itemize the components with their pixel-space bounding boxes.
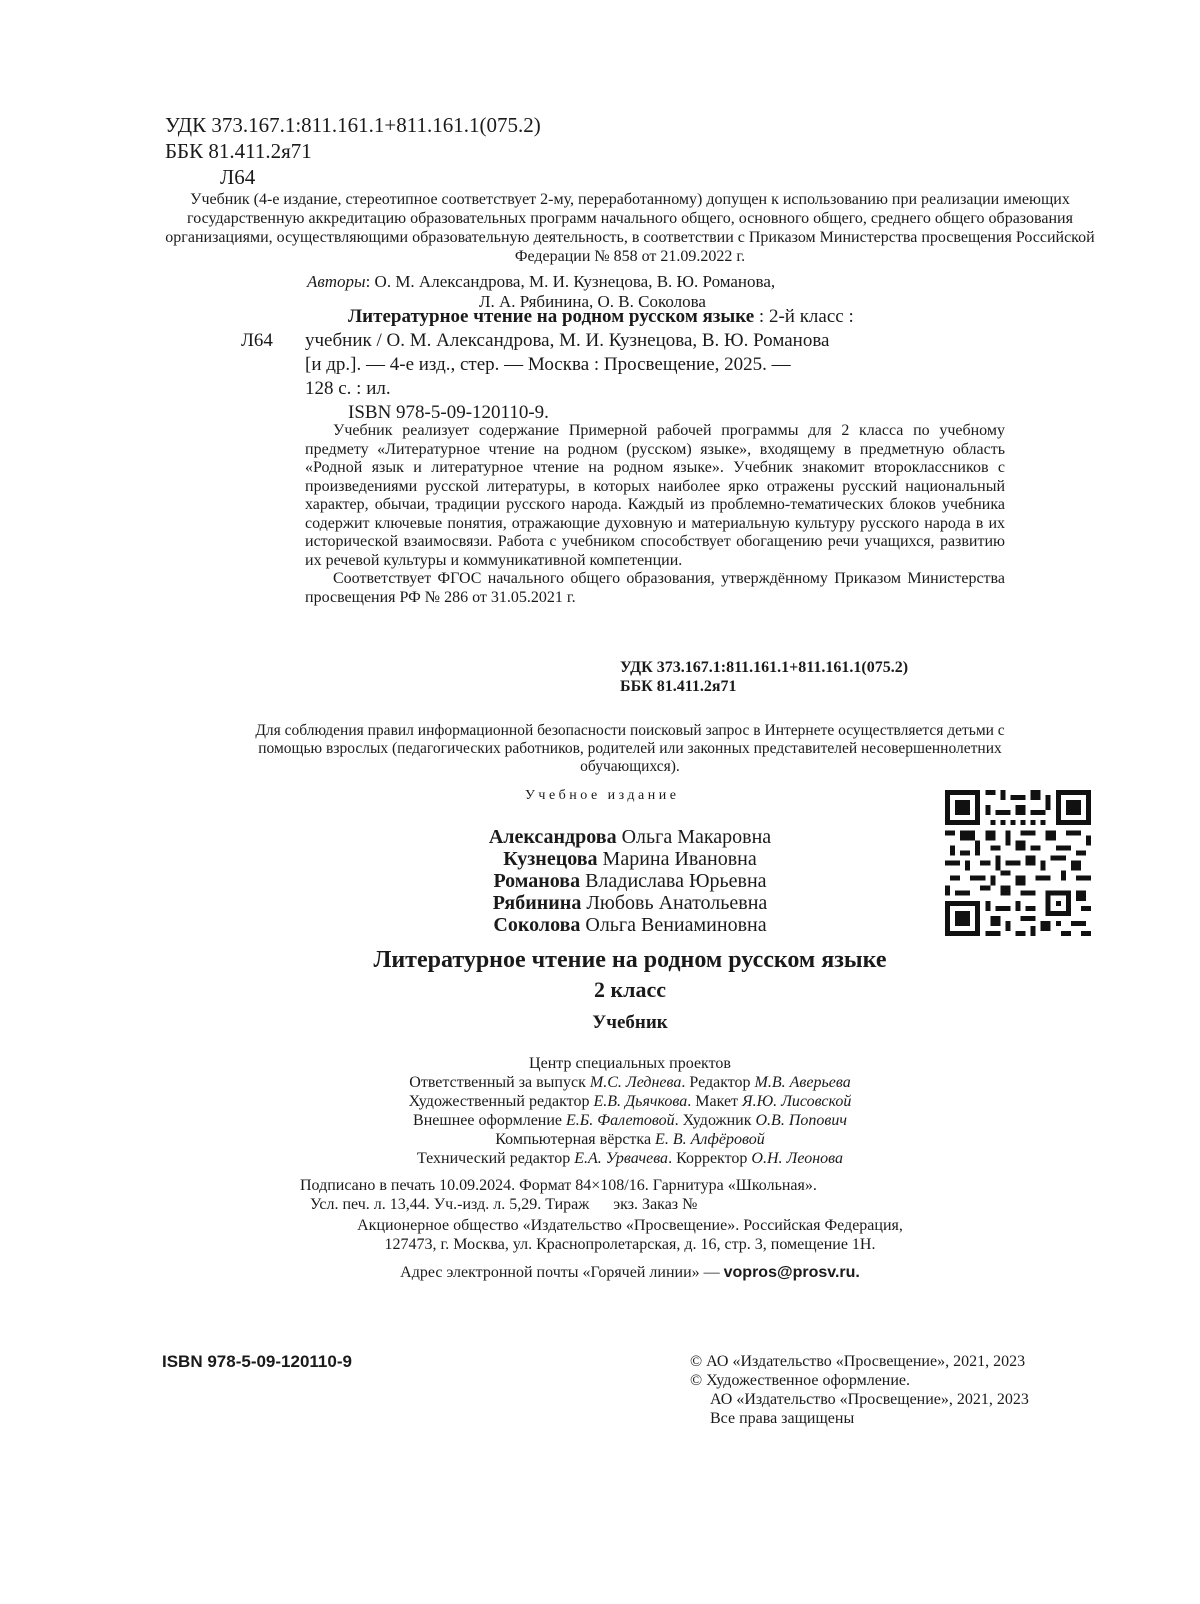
text-fragment: Технический редактор xyxy=(416,1150,575,1167)
author-first-name: Ольга Вениаминовна xyxy=(580,914,767,936)
biblio-isbn: ISBN 978-5-09-120110-9. xyxy=(348,402,549,423)
text-fragment: О.В. Попович xyxy=(755,1112,847,1129)
text-fragment: . Редактор xyxy=(681,1074,755,1091)
text-fragment: Е.А. Урвачева xyxy=(574,1150,669,1167)
safety-note: Для соблюдения правил информационной безопасности поисковый запрос в Интернете осуществляется детьми с помощью взрослых (педагогических работников, родителей или законных представителей несовершеннолетних обучающихся). xyxy=(255,722,1005,775)
credits-line xyxy=(250,1092,1010,1111)
text-fragment: М.С. Леднева xyxy=(589,1074,682,1091)
print-info xyxy=(300,1176,817,1214)
author-first-name: Ольга Макаровна xyxy=(616,826,772,848)
isbn: ISBN 978-5-09-120110-9 xyxy=(162,1352,352,1371)
text-fragment: Е.В. Дьячкова xyxy=(593,1093,688,1110)
author-last-name: Романова xyxy=(493,870,581,892)
credits-line xyxy=(250,1149,1010,1168)
classification-header xyxy=(165,112,541,190)
text-fragment: . Макет xyxy=(687,1093,743,1110)
print-line-2: Усл. печ. л. 13,44. Уч.-изд. л. 5,29. Тираж экз. Заказ № xyxy=(310,1196,698,1213)
credits-line xyxy=(250,1073,1010,1092)
text-fragment: Компьютерная вёрстка xyxy=(495,1131,656,1148)
text-fragment: Е. В. Алфёровой xyxy=(655,1131,765,1148)
author-first-name: Марина Ивановна xyxy=(597,848,757,870)
text-fragment: Я.Ю. Лисовской xyxy=(742,1093,852,1110)
copyright-line: © Художественное оформление. xyxy=(690,1372,911,1389)
text-fragment: О.Н. Леонова xyxy=(751,1150,843,1167)
book-type: Учебник xyxy=(592,1012,668,1033)
edition-type: Учебное издание xyxy=(525,788,680,803)
text-fragment: Е.Б. Фалетовой xyxy=(566,1112,675,1129)
author-full-names xyxy=(420,826,840,936)
text-fragment: Внешнее оформление xyxy=(413,1112,567,1129)
print-line-1: Подписано в печать 10.09.2024. Формат 84×108/16. Гарнитура «Школьная». xyxy=(300,1177,817,1194)
biblio-title: Литературное чтение на родном русском языке xyxy=(348,306,755,327)
udk-code: УДК 373.167.1:811.161.1+811.161.1(075.2) xyxy=(165,113,541,137)
author-name xyxy=(420,826,840,848)
authors-line-1: : О. М. Александрова, М. И. Кузнецова, В. Ю. Романова, xyxy=(365,272,776,291)
bibliographic-record xyxy=(305,305,1025,425)
author-name xyxy=(420,892,840,914)
author-mark: Л64 xyxy=(220,165,256,189)
biblio-code: Л64 xyxy=(241,330,273,351)
annotation-paragraph: Учебник реализует содержание Примерной рабочей программы для 2 класса по учебному предмету «Литературное чтение на родном (русском) языке», входящему в предметную область «Родной язык и литературное чтение на родном языке». Учебник знакомит второклассников с произведениями русской литературы, в которых наиболее ярко отражены русский национальный характер, обычаи, традиции русского народа. Каждый из проблемно-тематических блоков учебника содержит ключевые понятия, отражающие духовную и материальную культуру русского народа в их исторической взаимосвязи. Работа с учебником способствует обогащению речи учащихся, развитию их речевой культуры и коммуникативной компетенции. xyxy=(305,422,1005,569)
text-fragment: Художественный редактор xyxy=(408,1093,594,1110)
authors-line-2: Л. А. Рябинина, О. В. Соколова xyxy=(479,292,706,311)
credits-line xyxy=(250,1130,1010,1149)
book-title: Литературное чтение на родном русском языке xyxy=(373,947,887,973)
biblio-line-3: [и др.]. — 4-е изд., стер. — Москва : Просвещение, 2025. — xyxy=(305,354,791,375)
author-last-name: Соколова xyxy=(493,914,581,936)
annotation xyxy=(305,422,1005,607)
approval-note: Учебник (4-е издание, стереотипное соответствует 2-му, переработанному) допущен к использованию при реализации имеющих государственную аккредитацию образовательных программ начального общего, основного общего, среднего общего образования организациями, осуществляющими образовательную деятельность, в соответствии с Приказом Министерства просвещения Российской Федерации № 858 от 21.09.2022 г. xyxy=(165,191,1095,265)
udk-code-bottom: УДК 373.167.1:811.161.1+811.161.1(075.2) xyxy=(620,659,909,676)
copyright-block xyxy=(690,1352,1029,1428)
author-name xyxy=(420,914,840,936)
publisher-address xyxy=(200,1216,1060,1254)
text-fragment: Ответственный за выпуск xyxy=(409,1074,590,1091)
copyright-line: © АО «Издательство «Просвещение», 2021, 2023 xyxy=(690,1353,1026,1370)
author-last-name: Кузнецова xyxy=(503,848,598,870)
copyright-line: Все права защищены xyxy=(710,1410,855,1427)
qr-code-icon[interactable] xyxy=(945,790,1091,936)
email-address[interactable]: vopros@prosv.ru. xyxy=(723,1264,860,1281)
biblio-line-2: учебник / О. М. Александрова, М. И. Кузнецова, В. Ю. Романова xyxy=(305,330,830,351)
bbk-code: ББК 81.411.2я71 xyxy=(165,139,312,163)
authors-label: Авторы xyxy=(307,272,366,291)
book-grade: 2 класс xyxy=(593,977,667,1002)
publisher-line-2: 127473, г. Москва, ул. Краснопролетарская, д. 16, стр. 3, помещение 1Н. xyxy=(384,1236,876,1253)
bbk-code-bottom: ББК 81.411.2я71 xyxy=(620,678,737,695)
author-last-name: Рябинина xyxy=(492,892,582,914)
annotation-paragraph: Соответствует ФГОС начального общего образования, утверждённому Приказом Министерства просвещения РФ № 286 от 31.05.2021 г. xyxy=(305,570,1005,606)
email-label: Адрес электронной почты «Горячей линии» — xyxy=(400,1264,724,1281)
credits-block xyxy=(250,1054,1010,1168)
biblio-line-4: 128 с. : ил. xyxy=(305,378,391,399)
author-first-name: Любовь Анатольевна xyxy=(581,892,768,914)
text-fragment: . Корректор xyxy=(668,1150,752,1167)
text-fragment: М.В. Аверьева xyxy=(754,1074,851,1091)
copyright-line: АО «Издательство «Просвещение», 2021, 2023 xyxy=(710,1391,1029,1408)
publisher-line-1: Акционерное общество «Издательство «Просвещение». Российская Федерация, xyxy=(357,1217,903,1234)
author-last-name: Александрова xyxy=(488,826,617,848)
author-name xyxy=(420,848,840,870)
credits-line xyxy=(250,1111,1010,1130)
author-first-name: Владислава Юрьевна xyxy=(580,870,767,892)
text-fragment: . Художник xyxy=(674,1112,756,1129)
credits-center: Центр специальных проектов xyxy=(529,1055,731,1072)
classification-footer xyxy=(620,658,908,696)
author-name xyxy=(420,870,840,892)
hotline-email xyxy=(200,1264,1060,1282)
biblio-line-1-rest: : 2-й класс : xyxy=(754,306,854,327)
